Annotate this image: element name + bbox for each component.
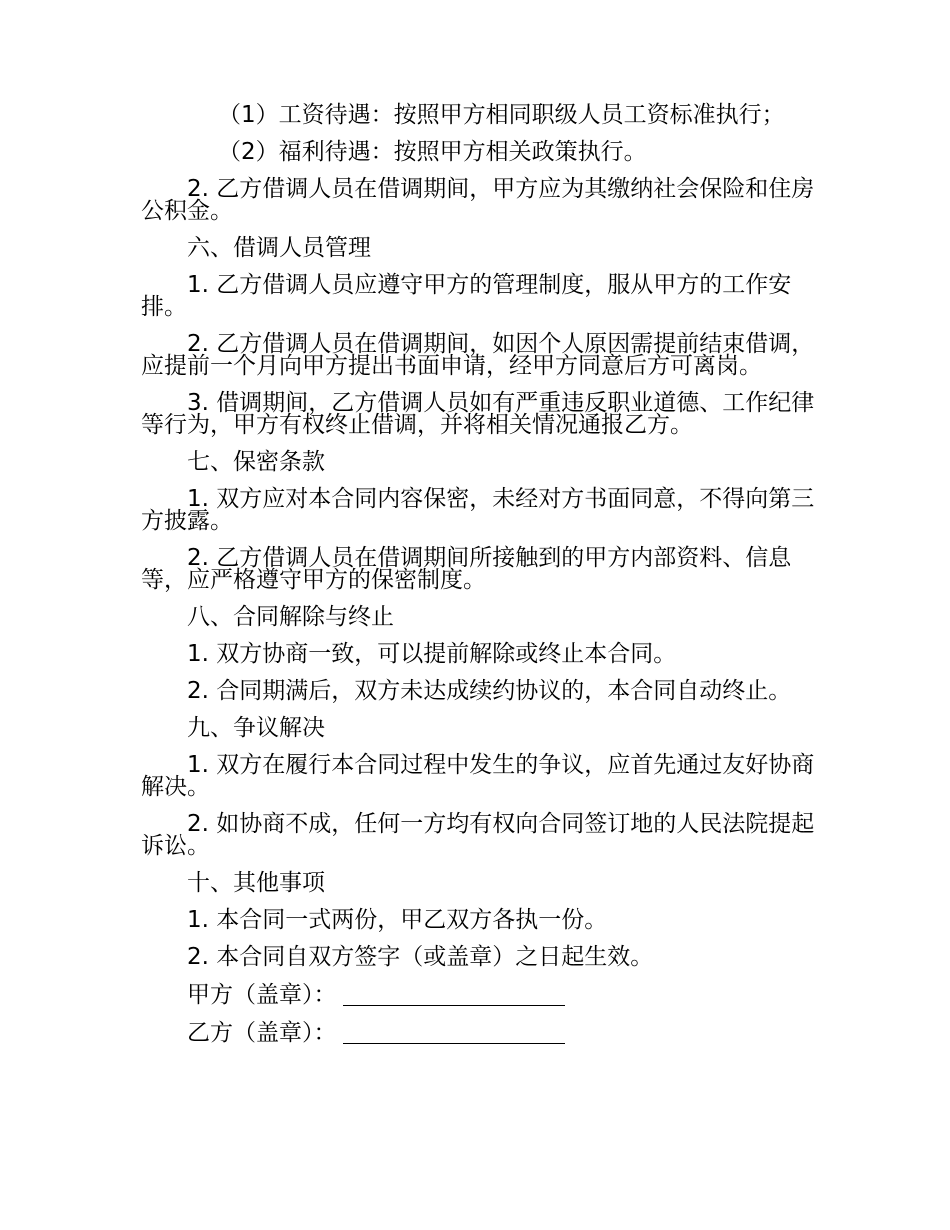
- paragraph: 1. 双方在履行本合同过程中发生的争议，应首先通过友好协商解决。: [141, 752, 815, 800]
- section-heading: 六、借调人员管理: [187, 235, 371, 261]
- paragraph: 2. 乙方借调人员在借调期间所接触到的甲方内部资料、信息等，应严格遵守甲方的保密制度。: [141, 545, 792, 593]
- paragraph: 2. 乙方借调人员在借调期间，如因个人原因需提前结束借调，应提前一个月向甲方提出书面申请，经甲方同意后方可离岗。: [141, 331, 815, 379]
- paragraph: 1. 双方协商一致，可以提前解除或终止本合同。: [187, 641, 677, 667]
- paragraph: 2. 本合同自双方签字（或盖章）之日起生效。: [187, 944, 654, 970]
- section-heading: 九、争议解决: [187, 715, 325, 741]
- signature-blank: [343, 1021, 565, 1044]
- section-heading: 七、保密条款: [187, 449, 325, 475]
- signature-line-party-a: [141, 983, 815, 1006]
- paragraph: 1. 乙方借调人员应遵守甲方的管理制度，服从甲方的工作安排。: [141, 272, 792, 320]
- paragraph: 1. 双方应对本合同内容保密，未经对方书面同意，不得向第三方披露。: [141, 486, 815, 534]
- section-heading: 十、其他事项: [187, 870, 325, 896]
- signature-line-party-b: [141, 1021, 815, 1044]
- paragraph: （2）福利待遇：按照甲方相关政策执行。: [218, 139, 647, 165]
- signature-label: 乙方（盖章）：: [187, 1020, 337, 1046]
- paragraph: （1）工资待遇：按照甲方相同职级人员工资标准执行；: [218, 102, 785, 128]
- signature-label: 甲方（盖章）：: [187, 982, 337, 1008]
- paragraph: 3. 借调期间，乙方借调人员如有严重违反职业道德、工作纪律等行为，甲方有权终止借调，并将相关情况通报乙方。: [141, 390, 815, 438]
- signature-blank: [343, 983, 565, 1006]
- document-body: [141, 104, 815, 1059]
- section-heading: 八、合同解除与终止: [187, 604, 394, 630]
- paragraph: 2. 合同期满后，双方未达成续约协议的，本合同自动终止。: [187, 678, 792, 704]
- paragraph: 2. 如协商不成，任何一方均有权向合同签订地的人民法院提起诉讼。: [141, 811, 815, 859]
- paragraph: 2. 乙方借调人员在借调期间，甲方应为其缴纳社会保险和住房公积金。: [141, 176, 815, 224]
- paragraph: 1. 本合同一式两份，甲乙双方各执一份。: [187, 907, 608, 933]
